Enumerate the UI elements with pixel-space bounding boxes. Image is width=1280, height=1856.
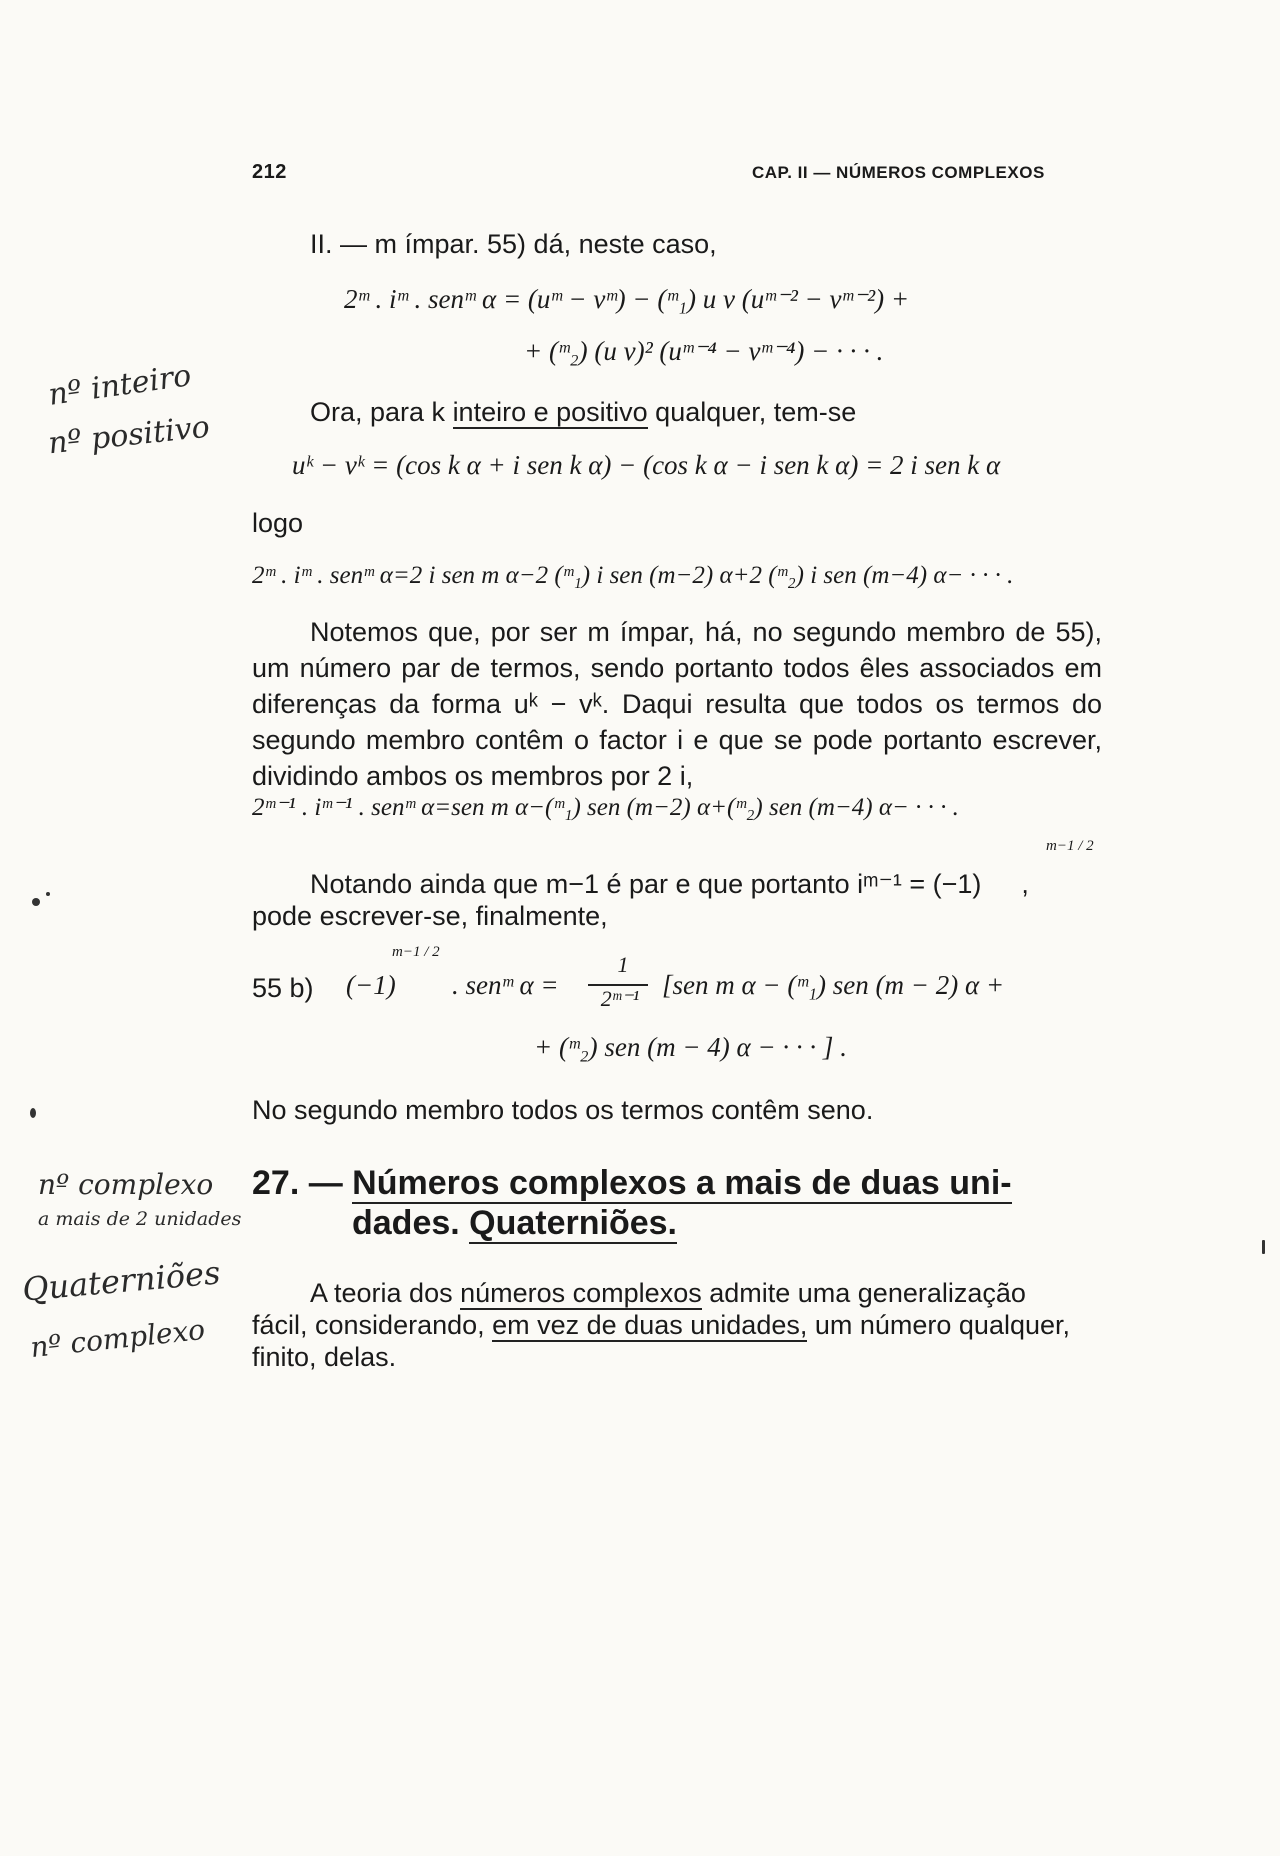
equation-5-label: 55 b) bbox=[252, 973, 314, 1003]
teoria-line-2-underlined: em vez de duas unidades, bbox=[492, 1310, 808, 1340]
paragraph-ora-suffix: qualquer, tem-se bbox=[647, 397, 857, 427]
paragraph-teoria-line-1 bbox=[310, 1275, 1026, 1311]
ink-mark bbox=[30, 1108, 36, 1118]
paragraph-ora bbox=[310, 394, 856, 430]
equation-1-line-1: 2ᵐ . iᵐ . senᵐ α = (uᵐ − vᵐ) − (ᵐ₁) u v (uᵐ⁻² − vᵐ⁻²) + bbox=[344, 284, 910, 314]
handwritten-note-inteiro: nº inteiro bbox=[46, 358, 194, 413]
equation-5-line-2: + (ᵐ₂) sen (m − 4) α − · · · ] . bbox=[534, 1032, 847, 1062]
ink-mark bbox=[32, 898, 40, 906]
equation-5-sen: . senᵐ α = bbox=[452, 970, 559, 1000]
paragraph-notando-text: Notando ainda que m−1 é par e que portanto iᵐ⁻¹ = (−1) bbox=[310, 869, 982, 899]
paragraph-no-segundo: No segundo membro todos os termos contêm seno. bbox=[252, 1095, 874, 1125]
handwritten-note-positivo: nº positivo bbox=[46, 409, 212, 462]
section-number: 27. bbox=[252, 1164, 300, 1202]
equation-2: uᵏ − vᵏ = (cos k α + i sen k α) − (cos k α − i sen k α) = 2 i sen k α bbox=[292, 450, 1001, 480]
paragraph-notando-line-1 bbox=[310, 866, 1029, 902]
equation-5-frac-num: 1 bbox=[617, 952, 629, 977]
section-heading-line-2 bbox=[352, 1204, 677, 1243]
handwritten-note-n-complexo: nº complexo bbox=[28, 1312, 207, 1365]
handwritten-note-complexo: nº complexo bbox=[38, 1168, 214, 1201]
paragraph-teoria-line-3: finito, delas. bbox=[252, 1342, 397, 1372]
teoria-line-1-a: A teoria dos bbox=[310, 1278, 461, 1308]
handwritten-note-mais-unidades: a mais de 2 unidades bbox=[38, 1208, 242, 1230]
running-header: CAP. II — NÚMEROS COMPLEXOS bbox=[752, 163, 1045, 182]
equation-1-line-2: + (ᵐ₂) (u v)² (uᵐ⁻⁴ − vᵐ⁻⁴) − · · · . bbox=[524, 336, 884, 366]
paragraph-ora-prefix: Ora, para k bbox=[310, 397, 453, 427]
equation-5-bracket: [sen m α − (ᵐ₁) sen (m − 2) α + bbox=[662, 970, 1005, 1000]
case-heading: II. — m ímpar. 55) dá, neste caso, bbox=[310, 229, 717, 259]
paragraph-notando-line-2: pode escrever-se, finalmente, bbox=[252, 901, 608, 931]
teoria-line-2-a: fácil, considerando, bbox=[252, 1310, 493, 1340]
section-heading-line-1: 27. — Números complexos a mais de duas uni- bbox=[252, 1164, 1012, 1202]
ink-mark bbox=[1262, 1240, 1265, 1254]
equation-5-base: (−1) bbox=[346, 970, 396, 1000]
word-logo: logo bbox=[252, 508, 304, 538]
equation-5-frac-den: 2ᵐ⁻¹ bbox=[600, 986, 640, 1011]
equation-4: 2ᵐ⁻¹ . iᵐ⁻¹ . senᵐ α=sen m α−(ᵐ₁) sen (m−2) α+(ᵐ₂) sen (m−4) α− · · · . bbox=[252, 794, 959, 821]
section-title-line-1: Números complexos a mais de duas uni- bbox=[352, 1164, 1012, 1202]
teoria-line-2-b: um número qualquer, bbox=[807, 1310, 1071, 1340]
paragraph-ora-underlined: inteiro e positivo bbox=[452, 397, 648, 427]
section-title-quaternioes: Quaterniões. bbox=[469, 1204, 678, 1242]
page-number: 212 bbox=[252, 161, 287, 183]
paragraph-teoria-line-2 bbox=[252, 1307, 1070, 1343]
handwritten-note-quaternioes: Quaterniões bbox=[20, 1253, 222, 1309]
equation-5-exponent: m−1 / 2 bbox=[392, 944, 440, 960]
paragraph-notando-comma: , bbox=[1021, 869, 1029, 899]
teoria-line-1-b: admite uma generalização bbox=[701, 1278, 1026, 1308]
section-title-dades: dades. bbox=[352, 1204, 460, 1242]
exponent-fraction: m−1 / 2 bbox=[1046, 838, 1094, 854]
paragraph-notemos: Notemos que, por ser m ímpar, há, no segundo membro de 55), um número par de termos, sendo portanto todos êles associados em diferenças da forma uᵏ − vᵏ. Daqui resulta que todos os termos do segundo membro contêm o factor i e que se pode portanto escrever, dividindo ambos os membros por 2 i, bbox=[252, 617, 1102, 791]
ink-mark bbox=[46, 892, 50, 896]
teoria-line-1-underlined: números complexos bbox=[460, 1278, 702, 1308]
equation-3: 2ᵐ . iᵐ . senᵐ α=2 i sen m α−2 (ᵐ₁) i sen (m−2) α+2 (ᵐ₂) i sen (m−4) α− · · · . bbox=[252, 562, 1014, 589]
